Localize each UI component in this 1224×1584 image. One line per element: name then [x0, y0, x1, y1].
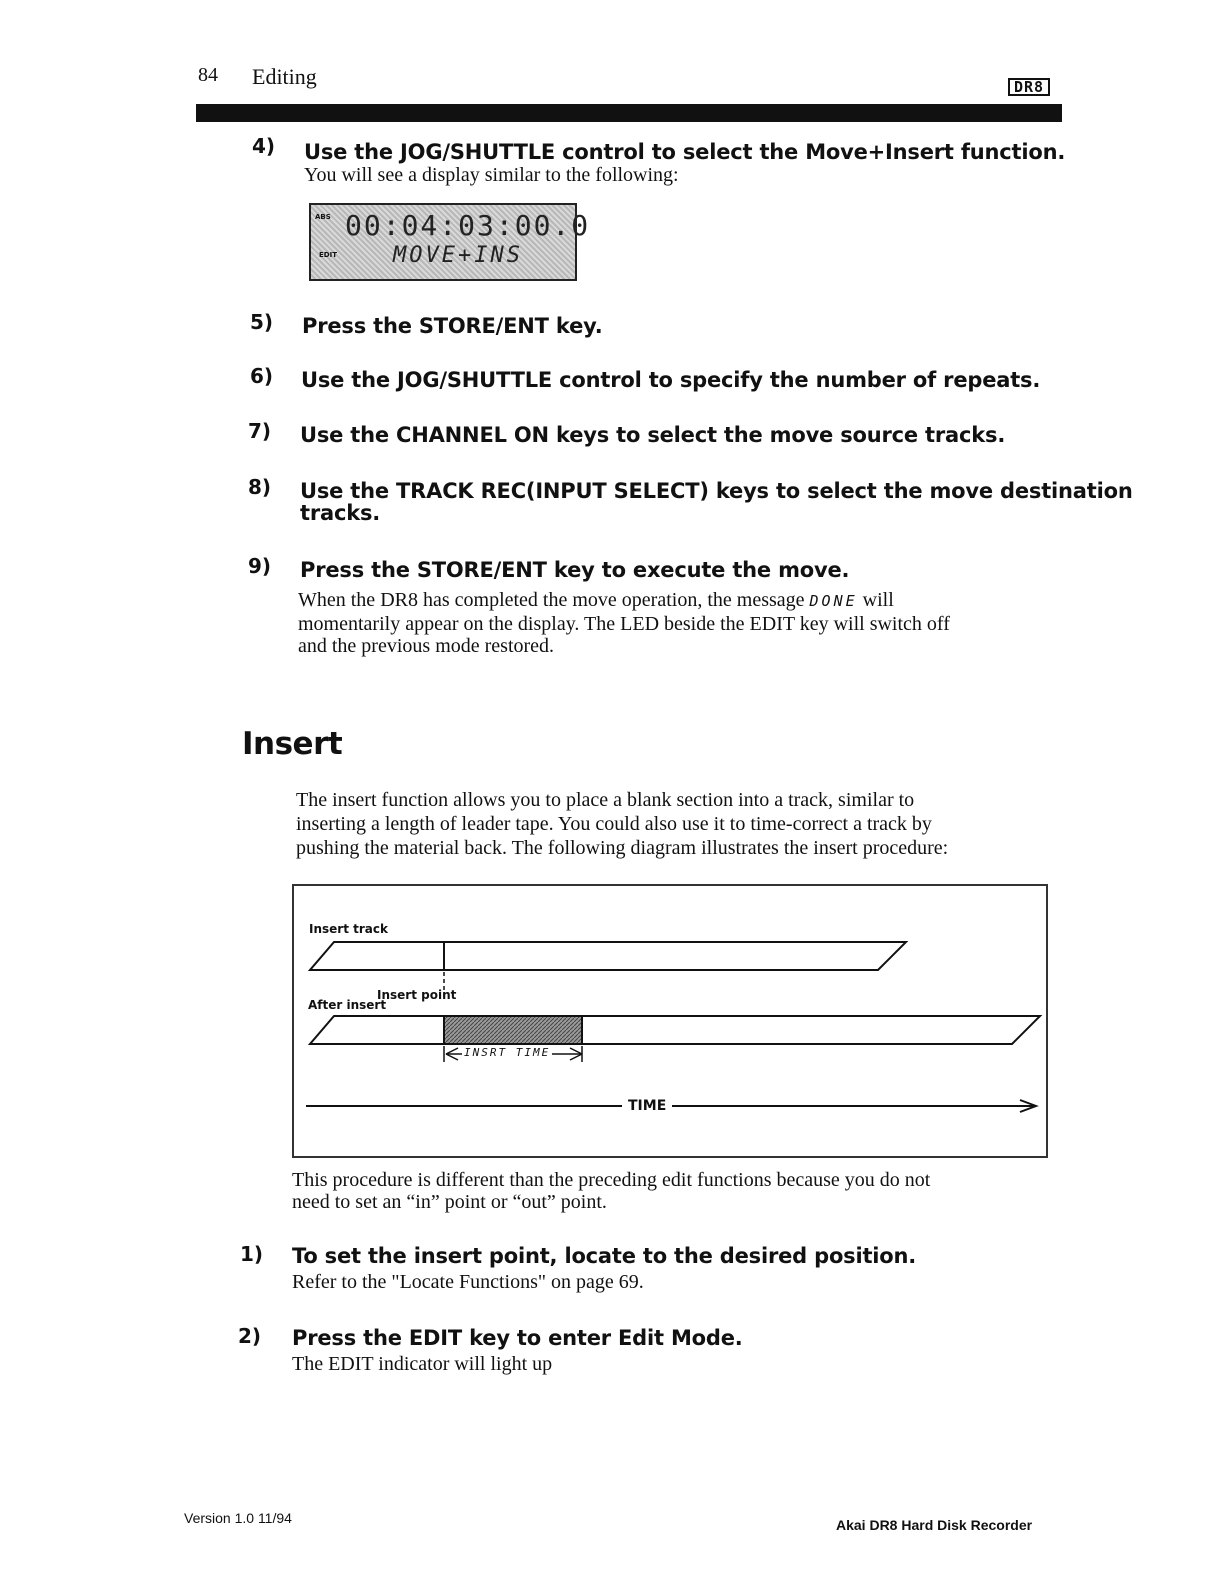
step-description: Refer to the "Locate Functions" on page 69. — [292, 1271, 644, 1293]
lcd-display — [309, 203, 591, 281]
step-title-line: tracks. — [300, 501, 381, 525]
description-text: will — [862, 589, 894, 611]
step-description-line: and the previous mode restored. — [298, 635, 555, 657]
after-insert-label: After insert — [308, 998, 387, 1012]
insert-diagram — [292, 884, 1048, 1158]
section-heading: Insert — [242, 726, 343, 762]
after-insert-shape — [310, 1016, 1040, 1044]
step-description: You will see a display similar to the following: — [304, 164, 679, 186]
diagram-graphics — [294, 886, 1046, 1156]
step-number: 1) — [240, 1242, 264, 1266]
insert-point-label: Insert point — [377, 988, 457, 1002]
step-title: Press the STORE/ENT key to execute the move. — [300, 558, 850, 582]
step-number: 9) — [248, 554, 272, 578]
step-title: Press the EDIT key to enter Edit Mode. — [292, 1326, 743, 1350]
insert-track-label: Insert track — [309, 922, 388, 936]
done-message: DONE — [809, 592, 858, 610]
step-title: To set the insert point, locate to the desired position. — [292, 1244, 917, 1268]
section-title: Editing — [252, 64, 317, 89]
footer-version: Version 1.0 11/94 — [184, 1510, 292, 1526]
page-number: 84 — [198, 64, 218, 86]
header-rule — [196, 104, 1062, 122]
insert-time-label: INSRT TIME — [464, 1046, 551, 1059]
inserted-section — [444, 1016, 582, 1044]
after-diagram-line: This procedure is different than the preceding edit functions because you do not — [292, 1169, 931, 1191]
step-title-line: Use the TRACK REC(INPUT SELECT) keys to select the move destination — [300, 479, 1133, 503]
step-number: 8) — [248, 475, 272, 499]
footer-product: Akai DR8 Hard Disk Recorder — [836, 1517, 1033, 1533]
step-title: Use the CHANNEL ON keys to select the move source tracks. — [300, 423, 1006, 447]
step-description: The EDIT indicator will light up — [292, 1353, 553, 1375]
lcd-abs-label: ABS — [315, 213, 331, 221]
insert-track-shape — [310, 942, 906, 970]
step-description-line — [298, 588, 894, 613]
intro-line: inserting a length of leader tape. You could also use it to time-correct a track by — [296, 813, 932, 835]
step-number: 6) — [250, 364, 274, 388]
lcd-mode-readout: MOVE+INS — [393, 243, 523, 268]
lcd-edit-label: EDIT — [319, 251, 337, 259]
time-label: TIME — [628, 1098, 667, 1114]
after-diagram-line: need to set an “in” point or “out” point. — [292, 1191, 607, 1213]
intro-line: The insert function allows you to place a blank section into a track, similar to — [296, 789, 915, 811]
step-title: Press the STORE/ENT key. — [302, 314, 603, 338]
step-number: 2) — [238, 1324, 262, 1348]
intro-line: pushing the material back. The following diagram illustrates the insert procedure: — [296, 837, 949, 859]
step-title: Use the JOG/SHUTTLE control to specify the number of repeats. — [301, 368, 1041, 392]
dr8-logo: DR8 — [1008, 78, 1050, 96]
step-number: 7) — [248, 419, 272, 443]
description-text: When the DR8 has completed the move operation, the message — [298, 589, 805, 611]
step-title: Use the JOG/SHUTTLE control to select the Move+Insert function. — [304, 140, 1066, 164]
step-description-line: momentarily appear on the display. The LED beside the EDIT key will switch off — [298, 613, 950, 635]
step-number: 4) — [252, 134, 276, 158]
step-number: 5) — [250, 310, 274, 334]
lcd-time-readout: 00:04:03:00.0 — [345, 209, 591, 242]
